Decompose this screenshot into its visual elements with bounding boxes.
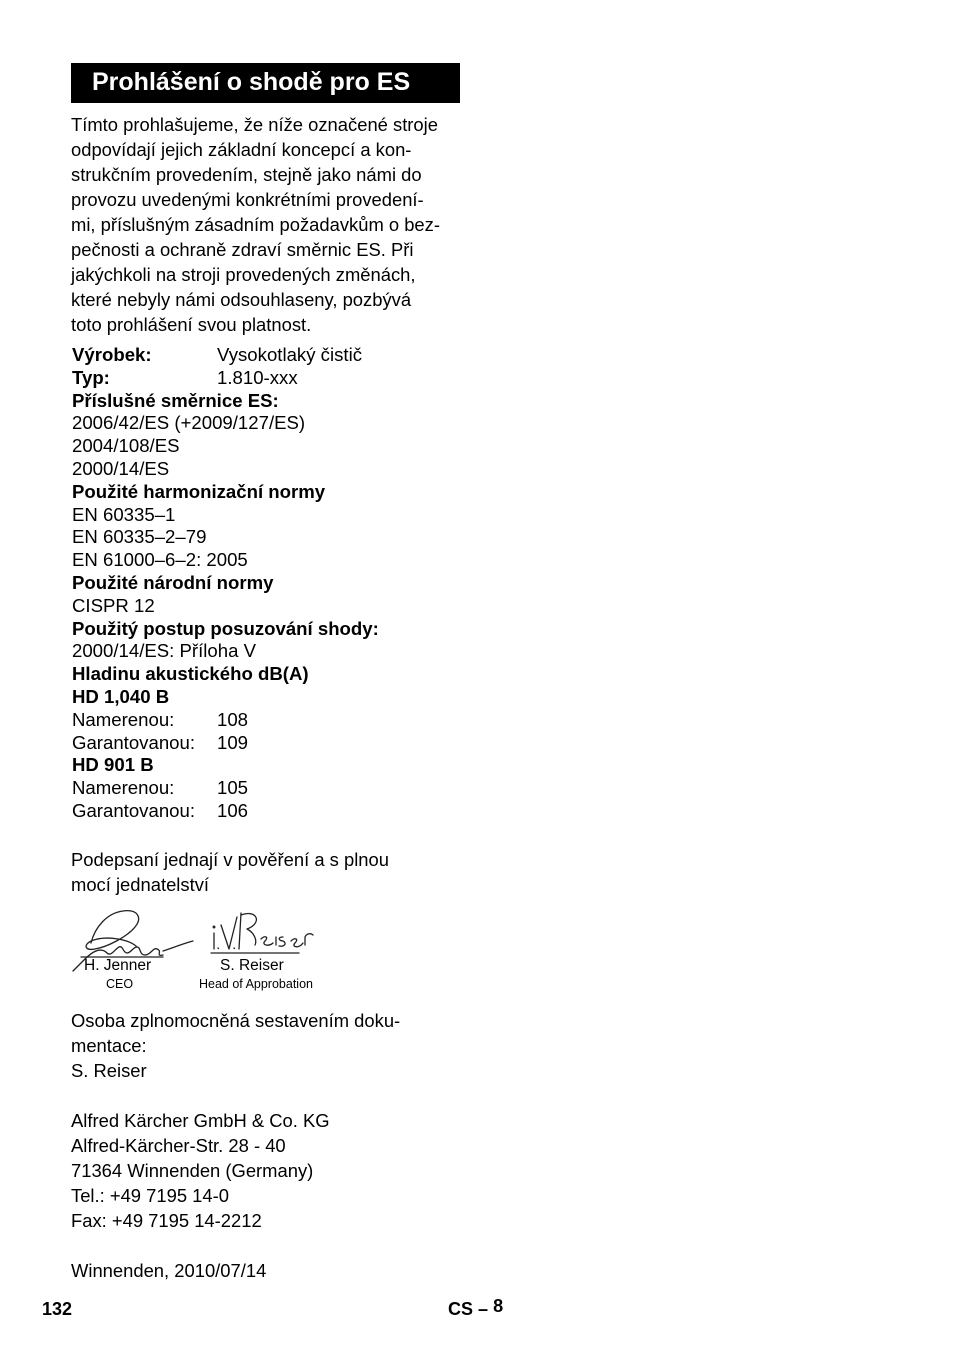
documentation-line: Osoba zplnomocněná sestavením doku- — [71, 1010, 401, 1031]
page-number: 132 — [42, 1299, 73, 1319]
product-value: Vysokotlaký čistič — [217, 344, 363, 365]
intro-line: provozu uvedenými konkrétními provedení- — [71, 189, 424, 210]
signatory-name: S. Reiser — [220, 957, 284, 974]
page-label — [448, 1296, 504, 1320]
address-line: Fax: +49 7195 14-2212 — [71, 1210, 262, 1231]
place-date-text: Winnenden, 2010/07/14 — [71, 1260, 267, 1281]
guaranteed-label: Garantovanou: — [72, 731, 196, 753]
directive-item: 2004/108/ES — [72, 435, 180, 457]
measured-row — [72, 777, 492, 800]
guaranteed-value: 106 — [217, 799, 249, 821]
page-title: Prohlášení o shodě pro ES — [71, 63, 460, 103]
national-item: CISPR 12 — [72, 594, 155, 616]
harmonized-item: EN 61000–6–2: 2005 — [72, 549, 248, 571]
address-line: Alfred-Kärcher-Str. 28 - 40 — [71, 1135, 286, 1156]
signing-line: Podepsaní jednají v pověření a s plnou — [71, 849, 389, 870]
measured-value: 108 — [217, 708, 249, 730]
signatory-role: Head of Approbation — [199, 977, 313, 991]
documentation-section — [71, 1008, 400, 1083]
address-line: Alfred Kärcher GmbH & Co. KG — [71, 1110, 330, 1131]
signatory-name: H. Jenner — [84, 957, 152, 974]
conformity-heading: Použitý postup posuzování shody: — [72, 617, 379, 639]
intro-line: které nebyly námi odsouhlaseny, pozbývá — [71, 289, 412, 310]
address-line: Tel.: +49 7195 14-0 — [71, 1185, 229, 1206]
national-heading: Použité národní normy — [72, 571, 274, 593]
guaranteed-row — [72, 800, 492, 823]
product-label: Výrobek: — [72, 344, 152, 365]
intro-line: strukčním provedením, stejně jako námi do — [71, 164, 422, 185]
intro-line: mi, příslušným zásadním požadavkům o bez- — [71, 214, 440, 235]
intro-line: pečnosti a ochraně zdraví směrnic ES. Při — [71, 239, 414, 260]
type-value: 1.810-xxx — [217, 366, 298, 388]
directive-item: 2000/14/ES — [72, 457, 170, 479]
company-address — [71, 1108, 330, 1233]
intro-line: toto prohlášení svou platnost. — [71, 314, 312, 335]
documentation-person: S. Reiser — [71, 1060, 147, 1081]
guaranteed-value: 109 — [217, 731, 249, 753]
intro-line: Tímto prohlašujeme, že níže označené stroje — [71, 114, 438, 135]
product-row — [72, 344, 492, 367]
page-label-dash: – — [478, 1299, 489, 1319]
type-label: Typ: — [72, 366, 110, 388]
place-date — [71, 1258, 266, 1283]
documentation-line: mentace: — [71, 1035, 147, 1056]
directives-heading: Příslušné směrnice ES: — [72, 389, 279, 411]
harmonized-item: EN 60335–2–79 — [72, 526, 207, 548]
harmonized-item: EN 60335–1 — [72, 503, 176, 525]
measured-label: Namerenou: — [72, 777, 175, 799]
signing-line: mocí jednatelství — [71, 874, 209, 895]
directive-item: 2006/42/ES (+2009/127/ES) — [72, 412, 306, 434]
page-label-lang: CS — [448, 1299, 474, 1319]
signatures — [71, 903, 371, 998]
guaranteed-row — [72, 732, 492, 755]
harmonized-heading: Použité harmonizační normy — [72, 480, 326, 502]
measured-row — [72, 709, 492, 732]
intro-line: jakýchkoli na stroji provedených změnách, — [71, 264, 416, 285]
conformity-item: 2000/14/ES: Příloha V — [72, 640, 256, 662]
signatory-role: CEO — [106, 977, 134, 991]
measured-value: 105 — [217, 777, 249, 799]
signing-statement — [71, 847, 389, 897]
type-row — [72, 367, 492, 390]
noise-model-name: HD 1,040 B — [72, 685, 170, 707]
page-label-sub: 8 — [493, 1296, 504, 1316]
measured-label: Namerenou: — [72, 708, 175, 730]
guaranteed-label: Garantovanou: — [72, 799, 196, 821]
noise-model-name: HD 901 B — [72, 754, 154, 776]
noise-heading: Hladinu akustického dB(A) — [72, 663, 309, 685]
address-line: 71364 Winnenden (Germany) — [71, 1160, 314, 1181]
intro-paragraph — [71, 112, 471, 337]
spec-section — [72, 344, 492, 823]
intro-line: odpovídají jejich základní koncepcí a kon- — [71, 139, 412, 160]
